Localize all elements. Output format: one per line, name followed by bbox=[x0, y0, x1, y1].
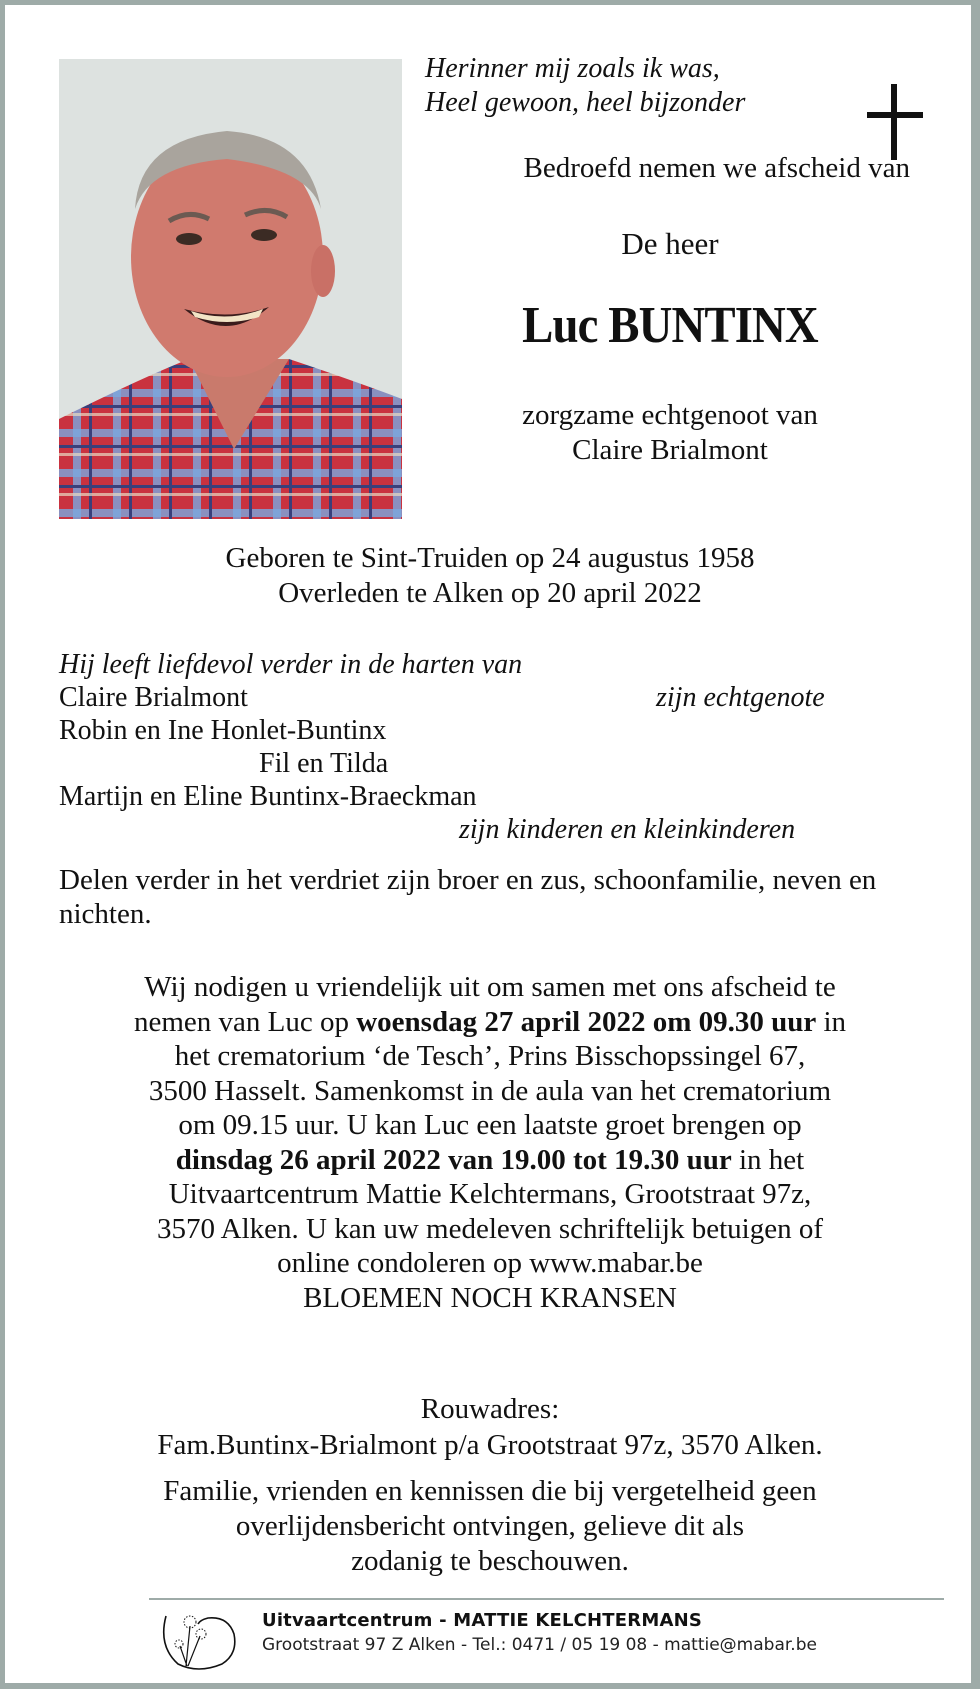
poem-line-2: Heel gewoon, heel bijzonder bbox=[425, 87, 746, 118]
extended-family-text: Delen verder in het verdriet zijn broer en zus, schoonfamilie, neven en nichten. bbox=[59, 864, 877, 930]
mourning-address-label: Rouwadres: bbox=[420, 1393, 560, 1425]
family-row bbox=[59, 681, 929, 714]
notice-line: Familie, vrienden en kennissen die bij vergetelheid geen bbox=[163, 1475, 817, 1507]
family-row bbox=[59, 780, 929, 813]
spouse-name: Claire Brialmont bbox=[572, 434, 768, 466]
family-names: Robin en Ine Honlet-Buntinx bbox=[59, 715, 387, 746]
notice-line: overlijdensbericht ontvingen, gelieve dit als bbox=[235, 1510, 745, 1542]
invite-line: om 09.15 uur. U kan Luc een laatste groet brengen op bbox=[178, 1109, 802, 1141]
family-role: zijn echtgenote bbox=[656, 682, 825, 713]
invite-line: Wij nodigen u vriendelijk uit om samen met ons afscheid te bbox=[144, 971, 836, 1003]
mourning-address-value: Fam.Buntinx-Brialmont p/a Grootstraat 97z, 3570 Alken. bbox=[157, 1429, 823, 1461]
family-role: zijn kinderen en kleinkinderen bbox=[459, 814, 796, 845]
death-info: Overleden te Alken op 20 april 2022 bbox=[278, 577, 702, 609]
spouse-info bbox=[430, 398, 910, 468]
portrait-image bbox=[59, 59, 402, 519]
flower-logo-icon bbox=[156, 1606, 240, 1672]
mourning-address bbox=[0, 1391, 980, 1463]
visitation-datetime: dinsdag 26 april 2022 van 19.00 tot 19.30 uur bbox=[175, 1143, 732, 1176]
cross-icon bbox=[867, 84, 923, 160]
invite-line: 3570 Alken. U kan uw medeleven schriftelijk betuigen of bbox=[156, 1212, 824, 1245]
invite-line: dinsdag 26 april 2022 van 19.00 tot 19.30 uur in het bbox=[175, 1143, 805, 1176]
funeral-home-info bbox=[262, 1610, 817, 1655]
funeral-invitation bbox=[0, 970, 980, 1315]
invite-line: nemen van Luc op woensdag 27 april 2022 om 09.30 uur in bbox=[133, 1005, 847, 1038]
ceremony-datetime: woensdag 27 april 2022 om 09.30 uur bbox=[356, 1005, 817, 1038]
family-row bbox=[59, 747, 929, 780]
notice-line: zodanig te beschouwen. bbox=[351, 1545, 629, 1577]
no-flowers-notice: BLOEMEN NOCH KRANSEN bbox=[303, 1281, 677, 1314]
poem bbox=[425, 52, 745, 120]
family-row bbox=[59, 813, 929, 846]
honorific-title: De heer bbox=[621, 226, 719, 261]
spouse-relation: zorgzame echtgenoot van bbox=[522, 399, 818, 431]
notice-text bbox=[0, 1474, 980, 1579]
family-row bbox=[59, 714, 929, 747]
poem-line-1: Herinner mij zoals ik was, bbox=[425, 53, 720, 84]
invite-line: het crematorium ‘de Tesch’, Prins Bisschopssingel 67, bbox=[174, 1040, 806, 1072]
family-names: Claire Brialmont bbox=[59, 682, 248, 713]
invite-line: Uitvaartcentrum Mattie Kelchtermans, Grootstraat 97z, bbox=[168, 1178, 812, 1210]
condolence-link-text: online condoleren op www.mabar.be bbox=[277, 1247, 703, 1279]
funeral-home-contact: Grootstraat 97 Z Alken - Tel.: 0471 / 05 19 08 - mattie@mabar.be bbox=[262, 1635, 817, 1655]
intro-text: Bedroefd nemen we afscheid van bbox=[523, 152, 910, 184]
life-dates bbox=[0, 541, 980, 611]
family-names: Fil en Tilda bbox=[259, 748, 389, 779]
invite-line: 3500 Hasselt. Samenkomst in de aula van het crematorium bbox=[148, 1074, 832, 1107]
deceased-name: Luc BUNTINX bbox=[522, 297, 818, 354]
portrait-photo bbox=[59, 59, 402, 519]
family-list bbox=[59, 648, 929, 846]
family-names: Martijn en Eline Buntinx-Braeckman bbox=[59, 781, 477, 812]
funeral-home-name: Uitvaartcentrum - MATTIE KELCHTERMANS bbox=[262, 1610, 703, 1631]
birth-info: Geboren te Sint-Truiden op 24 augustus 1958 bbox=[225, 542, 755, 574]
family-heading: Hij leeft liefdevol verder in de harten van bbox=[59, 649, 523, 680]
footer-divider bbox=[149, 1598, 944, 1600]
